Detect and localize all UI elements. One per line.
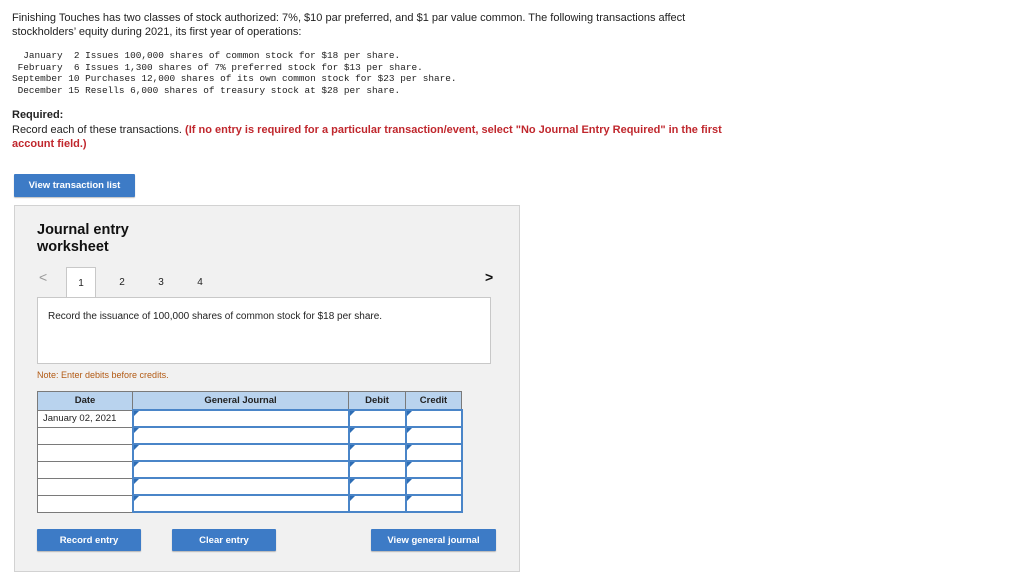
transaction-list	[12, 50, 456, 96]
credit-input[interactable]	[406, 478, 462, 495]
account-dropdown[interactable]	[133, 495, 349, 512]
debit-input[interactable]	[349, 478, 406, 495]
credit-input[interactable]	[406, 495, 462, 512]
credit-input[interactable]	[406, 410, 462, 427]
view-general-journal-button[interactable]: View general journal	[371, 529, 496, 551]
journal-entry-worksheet	[14, 205, 520, 572]
account-dropdown[interactable]	[133, 444, 349, 461]
journal-table	[37, 391, 463, 513]
entry-description-box	[37, 297, 491, 364]
date-cell[interactable]	[38, 495, 133, 512]
required-instruction: Record each of these transactions.	[12, 124, 186, 136]
account-dropdown[interactable]	[133, 478, 349, 495]
date-header: Date	[38, 392, 133, 411]
transaction-line: December 15 Resells 6,000 shares of treasury stock at $28 per share.	[12, 84, 401, 96]
required-text	[12, 123, 732, 151]
tab-1[interactable]: 1	[66, 267, 96, 298]
transaction-line: September 10 Purchases 12,000 shares of its own common stock for $23 per share.	[12, 73, 457, 84]
journal-row	[38, 461, 462, 478]
tab-2[interactable]: 2	[119, 276, 125, 288]
credit-input[interactable]	[406, 461, 462, 478]
worksheet-title: Journal entry worksheet	[37, 222, 129, 255]
tab-3[interactable]: 3	[158, 276, 164, 288]
debit-credit-note: Note: Enter debits before credits.	[37, 370, 169, 380]
credit-input[interactable]	[406, 427, 462, 444]
record-entry-button[interactable]: Record entry	[37, 529, 141, 551]
general-journal-header: General Journal	[133, 392, 349, 411]
problem-intro: Finishing Touches has two classes of stock authorized: 7%, $10 par preferred, and $1 par value common. The following transactions affect stockholders’ equity during 2021, its first year of operations:	[12, 12, 686, 38]
tab-4[interactable]: 4	[197, 276, 203, 288]
transaction-line: January 2 Issues 100,000 shares of common stock for $18 per share.	[12, 50, 401, 61]
required-heading: Required:	[12, 109, 64, 121]
previous-arrow-icon[interactable]: <	[39, 269, 48, 285]
date-cell[interactable]	[38, 427, 133, 444]
debit-input[interactable]	[349, 461, 406, 478]
debit-input[interactable]	[349, 410, 406, 427]
date-cell[interactable]	[38, 461, 133, 478]
credit-input[interactable]	[406, 444, 462, 461]
date-cell[interactable]	[38, 444, 133, 461]
debit-input[interactable]	[349, 427, 406, 444]
journal-row	[38, 444, 462, 461]
journal-row	[38, 427, 462, 444]
date-cell[interactable]: January 02, 2021	[38, 410, 133, 427]
date-cell[interactable]	[38, 478, 133, 495]
debit-input[interactable]	[349, 495, 406, 512]
journal-row	[38, 410, 462, 427]
debit-header: Debit	[349, 392, 406, 411]
account-dropdown[interactable]	[133, 427, 349, 444]
clear-entry-button[interactable]: Clear entry	[172, 529, 276, 551]
journal-row	[38, 478, 462, 495]
debit-input[interactable]	[349, 444, 406, 461]
transaction-line: February 6 Issues 1,300 shares of 7% preferred stock for $13 per share.	[12, 61, 423, 73]
view-transaction-list-button[interactable]: View transaction list	[14, 174, 135, 197]
credit-header: Credit	[406, 392, 462, 411]
entry-description: Record the issuance of 100,000 shares of common stock for $18 per share.	[48, 311, 383, 322]
next-arrow-icon[interactable]: >	[485, 269, 494, 285]
journal-header-row	[38, 392, 462, 411]
account-dropdown[interactable]	[133, 410, 349, 427]
required-warning: (If no entry is required for a particular transaction/event, select "No Journal Entry Required" in the first account field.)	[12, 124, 722, 150]
account-dropdown[interactable]	[133, 461, 349, 478]
journal-row	[38, 495, 462, 512]
